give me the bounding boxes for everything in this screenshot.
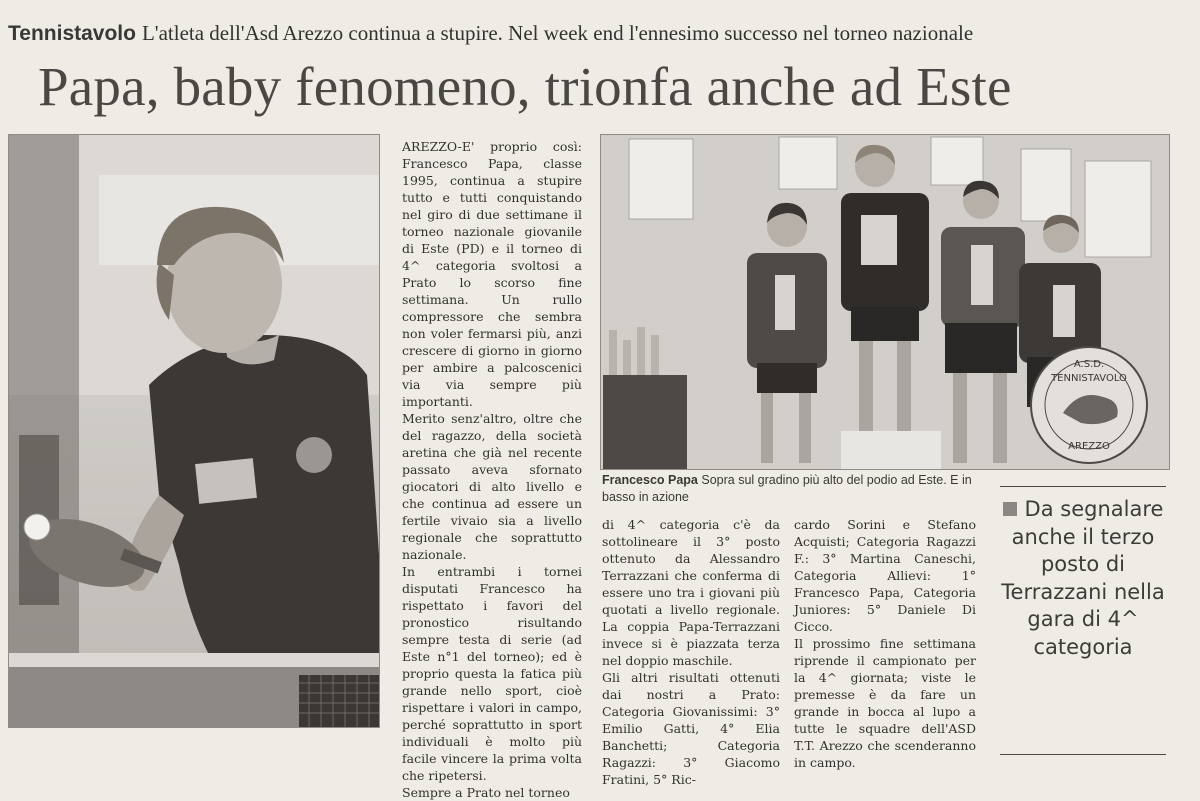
caption-text: Sopra sul gradino più alto del podio ad Este. E in basso in azione [602, 473, 972, 504]
pullquote-rule-bottom [1000, 754, 1166, 755]
paragraph: Sempre a Prato nel torneo [402, 785, 570, 800]
player-illustration [9, 135, 379, 727]
article-column-3 [794, 516, 976, 771]
caption-name: Francesco Papa [602, 473, 698, 487]
paragraph: Merito senz'altro, oltre che del ragazzo, della società aretina che già nel recente passato aveva sfornato giocatori di alto livello e che continua ad essere un fertile vivaio sia a livello regionale che soprattutto nazionale. [402, 411, 582, 562]
section-tag: Tennistavolo [8, 22, 136, 45]
headline: Papa, baby fenomeno, trionfa anche ad Este [38, 56, 1012, 117]
paragraph: di 4^ categoria c'è da sottolineare il 3° posto ottenuto da Alessandro Terrazzani che conferma di essere uno tra i giovani più quotati a livello regionale. La coppia Papa-Terrazzani invece si è piazzata terza nel doppio maschile. [602, 517, 780, 668]
article-kicker [8, 20, 1194, 47]
paragraph: cardo Sorini e Stefano Acquisti; Categoria Ragazzi F.: 3° Martina Caneschi, Categoria Allievi: 1° Francesco Papa, Categoria Juniores: 5° Daniele Di Cicco. [794, 517, 976, 634]
photo-caption [602, 472, 982, 505]
podium-illustration [601, 135, 1169, 469]
paragraph: In entrambi i tornei disputati Francesco ha rispettato i favori del pronostico risultando sempre testa di serie (ad Este n°1 del torneo); ed è proprio questa la fatica più grande nello sport, cioè rispettare i valori in campo, perché soprattutto in sport individuali è molto più facile vincere la prima volta che ripetersi. [402, 564, 582, 783]
kicker-deck: L'atleta dell'Asd Arezzo continua a stupire. Nel week end l'ennesimo successo nel torneo nazionale [141, 21, 974, 45]
paragraph: Il prossimo fine settimana riprende il campionato per la 4^ giornata; viste le premesse è da fare un grande in bocca al lupo a tutte le squadre dell'ASD T.T. Arezzo che scenderanno in campo. [794, 636, 976, 770]
pullquote-rule-top [1000, 486, 1166, 487]
article-column-2 [602, 516, 780, 788]
article-column-1 [402, 138, 582, 801]
paragraph: AREZZO-E' proprio così: Francesco Papa, classe 1995, continua a stupire tutto e tutti conquistando nel giro di due settimane il torneo nazionale giovanile di Este (PD) e il torneo di 4^ categoria svoltosi a Prato lo scorso fine settimana. Un rullo compressore che sembra non voler fermarsi più, anzi crescere di giorno in giorno per ambire a palcoscenici via via sempre più importanti. [402, 139, 582, 409]
logo-line-1: A.S.D. [1073, 359, 1105, 370]
photo-player-in-action [8, 134, 380, 728]
pullquote-text: Da segnalare anche il terzo posto di Terrazzani nella gara di 4^ categoria [1001, 497, 1165, 659]
square-bullet-icon [1003, 502, 1017, 516]
photo-podium [600, 134, 1170, 470]
logo-line-3: AREZZO [1068, 441, 1110, 452]
logo-line-2: TENNISTAVOLO [1051, 373, 1127, 384]
pullquote [996, 496, 1170, 661]
paragraph: Gli altri risultati ottenuti dai nostri a Prato: Categoria Giovanissimi: 3° Emilio Gatti, 4° Elia Banchetti; Categoria Ragazzi: 3° Giacomo Fratini, 5° Ric- [602, 670, 780, 787]
